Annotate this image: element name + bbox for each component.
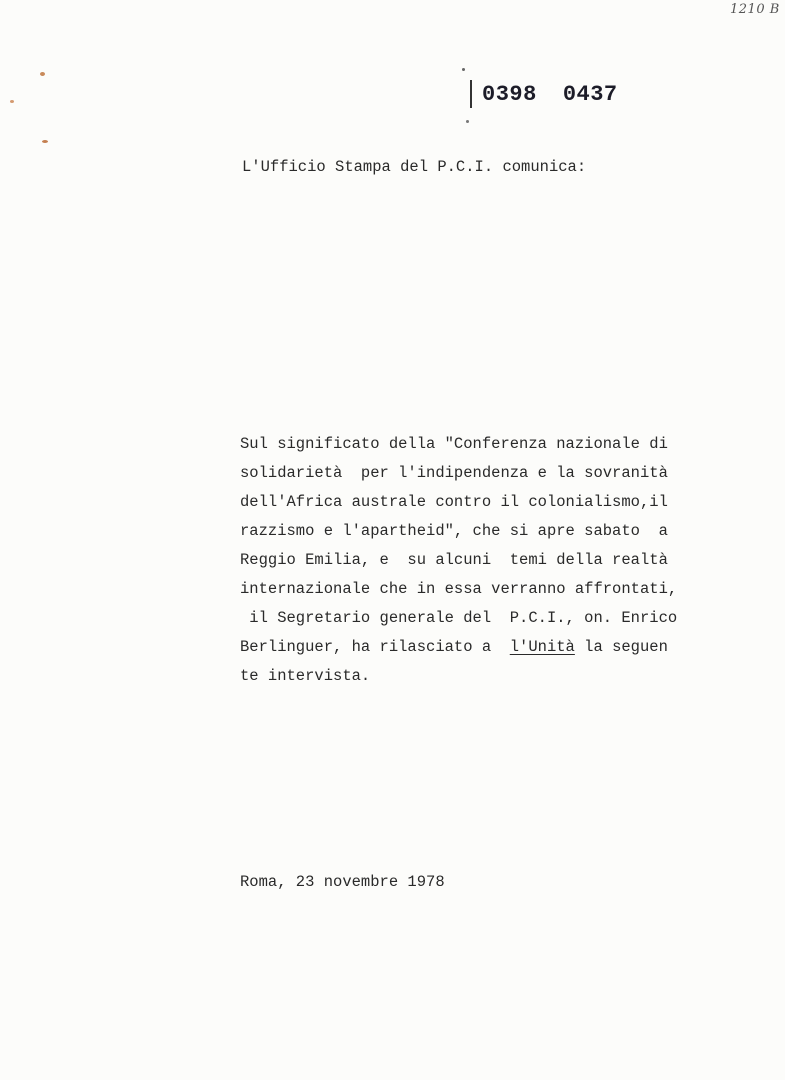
paper-mark bbox=[10, 100, 14, 103]
body-line: Reggio Emilia, e su alcuni temi della realtà bbox=[240, 551, 668, 569]
body-line: razzismo e l'apartheid", che si apre sabato a bbox=[240, 522, 668, 540]
paper-mark bbox=[462, 68, 465, 71]
body-line: dell'Africa australe contro il colonialismo,il bbox=[240, 493, 668, 511]
paper-mark bbox=[42, 140, 48, 143]
body-line: Sul significato della "Conferenza nazionale di bbox=[240, 435, 668, 453]
stamp-marker bbox=[470, 80, 472, 108]
press-office-header: L'Ufficio Stampa del P.C.I. comunica: bbox=[242, 158, 587, 176]
dateline: Roma, 23 novembre 1978 bbox=[240, 873, 445, 891]
handwritten-archive-ref: 1210 B bbox=[730, 2, 780, 17]
paper-mark bbox=[40, 72, 45, 76]
newspaper-title: l'Unità bbox=[509, 638, 575, 656]
body-line: solidarietà per l'indipendenza e la sovranità bbox=[240, 464, 668, 482]
body-line-8-start: Berlinguer, ha rilasciato a bbox=[240, 638, 510, 656]
stamp-left-number: 0398 bbox=[482, 82, 537, 107]
paper-mark bbox=[466, 120, 469, 123]
body-line: te intervista. bbox=[240, 667, 371, 685]
archive-stamp-number bbox=[482, 82, 618, 107]
body-line-8-end: la seguen bbox=[574, 638, 668, 656]
press-release-body bbox=[240, 430, 710, 691]
body-line: il Segretario generale del P.C.I., on. Enrico bbox=[240, 609, 678, 627]
body-line-8 bbox=[240, 633, 710, 662]
body-line: internazionale che in essa verranno affrontati, bbox=[240, 580, 678, 598]
stamp-right-number: 0437 bbox=[562, 82, 618, 107]
